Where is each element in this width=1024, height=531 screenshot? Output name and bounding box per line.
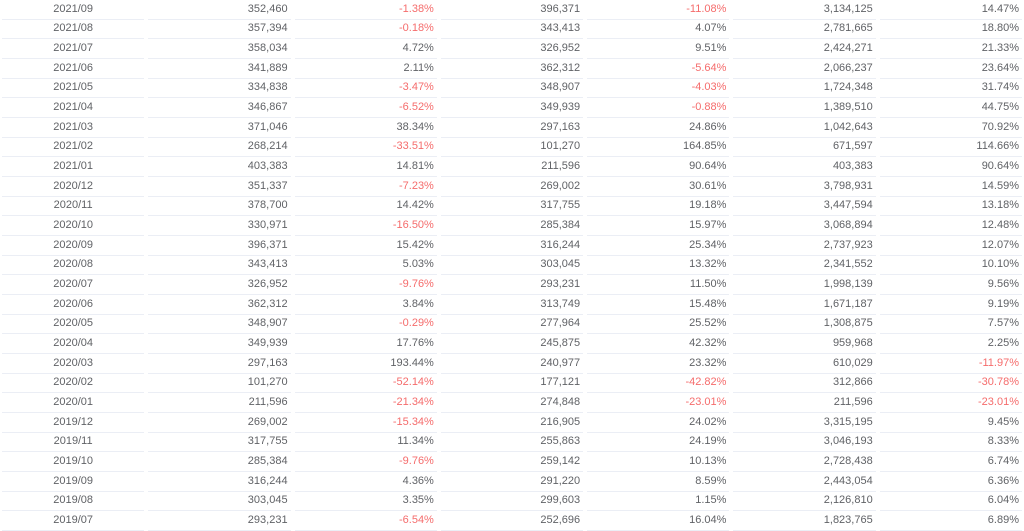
table-row [0,157,1024,177]
percent-cell: -5.64% [587,59,729,79]
percent-cell: 4.07% [587,20,729,40]
table-row [0,393,1024,413]
table-row [0,275,1024,295]
value-cell: 2,737,923 [733,236,875,256]
table-row [0,216,1024,236]
value-cell: 334,838 [148,79,290,99]
date-cell: 2021/04 [2,98,144,118]
value-cell: 343,413 [148,256,290,276]
percent-cell: 23.64% [880,59,1022,79]
percent-cell: 3.84% [295,295,437,315]
percent-cell: -7.23% [295,177,437,197]
value-cell: 3,068,894 [733,216,875,236]
table-row [0,492,1024,512]
percent-cell: 10.10% [880,256,1022,276]
value-cell: 3,046,193 [733,433,875,453]
date-cell: 2019/12 [2,413,144,433]
percent-cell: -9.76% [295,452,437,472]
value-cell: 2,066,237 [733,59,875,79]
percent-cell: 13.18% [880,197,1022,217]
value-cell: 1,998,139 [733,275,875,295]
percent-cell: -1.38% [295,0,437,20]
table-row [0,256,1024,276]
percent-cell: 15.48% [587,295,729,315]
value-cell: 297,163 [441,118,583,138]
value-cell: 216,905 [441,413,583,433]
percent-cell: 6.36% [880,472,1022,492]
percent-cell: -30.78% [880,374,1022,394]
table-row [0,315,1024,335]
date-cell: 2020/12 [2,177,144,197]
table-row [0,0,1024,20]
value-cell: 351,337 [148,177,290,197]
value-cell: 316,244 [148,472,290,492]
table-row [0,374,1024,394]
percent-cell: -21.34% [295,393,437,413]
value-cell: 291,220 [441,472,583,492]
value-cell: 277,964 [441,315,583,335]
table-row [0,118,1024,138]
value-cell: 403,383 [733,157,875,177]
value-cell: 2,728,438 [733,452,875,472]
date-cell: 2020/10 [2,216,144,236]
date-cell: 2020/07 [2,275,144,295]
date-cell: 2020/06 [2,295,144,315]
percent-cell: 8.33% [880,433,1022,453]
percent-cell: -11.97% [880,354,1022,374]
percent-cell: 1.15% [587,492,729,512]
value-cell: 211,596 [441,157,583,177]
value-cell: 2,424,271 [733,39,875,59]
value-cell: 245,875 [441,334,583,354]
value-cell: 1,389,510 [733,98,875,118]
date-cell: 2020/01 [2,393,144,413]
table-row [0,433,1024,453]
percent-cell: 14.47% [880,0,1022,20]
table-row [0,472,1024,492]
percent-cell: -16.50% [295,216,437,236]
value-cell: 362,312 [441,59,583,79]
date-cell: 2019/09 [2,472,144,492]
table-row [0,79,1024,99]
date-cell: 2020/05 [2,315,144,335]
percent-cell: -33.51% [295,138,437,158]
value-cell: 1,724,348 [733,79,875,99]
percent-cell: -9.76% [295,275,437,295]
value-cell: 3,315,195 [733,413,875,433]
value-cell: 671,597 [733,138,875,158]
percent-cell: 90.64% [587,157,729,177]
value-cell: 610,029 [733,354,875,374]
percent-cell: 38.34% [295,118,437,138]
value-cell: 293,231 [441,275,583,295]
table-row [0,98,1024,118]
table-row [0,59,1024,79]
percent-cell: 15.42% [295,236,437,256]
percent-cell: 4.72% [295,39,437,59]
date-cell: 2020/02 [2,374,144,394]
value-cell: 299,603 [441,492,583,512]
percent-cell: -0.88% [587,98,729,118]
date-cell: 2021/02 [2,138,144,158]
percent-cell: 9.56% [880,275,1022,295]
date-cell: 2020/09 [2,236,144,256]
value-cell: 269,002 [148,413,290,433]
value-cell: 358,034 [148,39,290,59]
percent-cell: 24.19% [587,433,729,453]
date-cell: 2019/10 [2,452,144,472]
value-cell: 285,384 [148,452,290,472]
percent-cell: 12.48% [880,216,1022,236]
percent-cell: 21.33% [880,39,1022,59]
percent-cell: 31.74% [880,79,1022,99]
table-row [0,236,1024,256]
percent-cell: 14.59% [880,177,1022,197]
percent-cell: 14.42% [295,197,437,217]
table-row [0,354,1024,374]
percent-cell: -11.08% [587,0,729,20]
percent-cell: 9.45% [880,413,1022,433]
value-cell: 285,384 [441,216,583,236]
value-cell: 303,045 [148,492,290,512]
date-cell: 2021/05 [2,79,144,99]
percent-cell: 8.59% [587,472,729,492]
percent-cell: -6.54% [295,511,437,531]
percent-cell: -6.52% [295,98,437,118]
value-cell: 1,308,875 [733,315,875,335]
date-cell: 2020/03 [2,354,144,374]
value-cell: 352,460 [148,0,290,20]
table-row [0,20,1024,40]
value-cell: 303,045 [441,256,583,276]
percent-cell: 18.80% [880,20,1022,40]
value-cell: 362,312 [148,295,290,315]
table-row [0,177,1024,197]
table-row [0,295,1024,315]
date-cell: 2019/08 [2,492,144,512]
value-cell: 316,244 [441,236,583,256]
table-row [0,452,1024,472]
percent-cell: 25.52% [587,315,729,335]
value-cell: 959,968 [733,334,875,354]
percent-cell: -23.01% [880,393,1022,413]
value-cell: 211,596 [148,393,290,413]
value-cell: 348,907 [441,79,583,99]
date-cell: 2021/03 [2,118,144,138]
value-cell: 101,270 [148,374,290,394]
value-cell: 348,907 [148,315,290,335]
value-cell: 317,755 [441,197,583,217]
percent-cell: 5.03% [295,256,437,276]
value-cell: 1,823,765 [733,511,875,531]
percent-cell: 4.36% [295,472,437,492]
percent-cell: 17.76% [295,334,437,354]
percent-cell: 7.57% [880,315,1022,335]
value-cell: 252,696 [441,511,583,531]
percent-cell: 70.92% [880,118,1022,138]
percent-cell: 164.85% [587,138,729,158]
value-cell: 346,867 [148,98,290,118]
percent-cell: 90.64% [880,157,1022,177]
table-row [0,138,1024,158]
value-cell: 2,126,810 [733,492,875,512]
date-cell: 2021/01 [2,157,144,177]
percent-cell: -42.82% [587,374,729,394]
percent-cell: 14.81% [295,157,437,177]
date-cell: 2020/04 [2,334,144,354]
value-cell: 1,042,643 [733,118,875,138]
value-cell: 378,700 [148,197,290,217]
percent-cell: -52.14% [295,374,437,394]
percent-cell: 193.44% [295,354,437,374]
percent-cell: 6.74% [880,452,1022,472]
value-cell: 396,371 [148,236,290,256]
value-cell: 3,447,594 [733,197,875,217]
percent-cell: -3.47% [295,79,437,99]
value-cell: 371,046 [148,118,290,138]
value-cell: 396,371 [441,0,583,20]
percent-cell: 13.32% [587,256,729,276]
value-cell: 269,002 [441,177,583,197]
percent-cell: 23.32% [587,354,729,374]
value-cell: 312,866 [733,374,875,394]
value-cell: 177,121 [441,374,583,394]
date-cell: 2019/11 [2,433,144,453]
date-cell: 2021/08 [2,20,144,40]
value-cell: 274,848 [441,393,583,413]
date-cell: 2021/06 [2,59,144,79]
percent-cell: 114.66% [880,138,1022,158]
table-row [0,39,1024,59]
date-cell: 2020/11 [2,197,144,217]
percent-cell: 12.07% [880,236,1022,256]
table-row [0,197,1024,217]
date-cell: 2021/09 [2,0,144,20]
table-row [0,511,1024,531]
value-cell: 1,671,187 [733,295,875,315]
percent-cell: 11.50% [587,275,729,295]
date-cell: 2019/07 [2,511,144,531]
value-cell: 317,755 [148,433,290,453]
value-cell: 268,214 [148,138,290,158]
value-cell: 403,383 [148,157,290,177]
percent-cell: 9.19% [880,295,1022,315]
value-cell: 240,977 [441,354,583,374]
value-cell: 349,939 [441,98,583,118]
percent-cell: 2.25% [880,334,1022,354]
value-cell: 313,749 [441,295,583,315]
value-cell: 293,231 [148,511,290,531]
date-cell: 2020/08 [2,256,144,276]
value-cell: 297,163 [148,354,290,374]
value-cell: 343,413 [441,20,583,40]
percent-cell: 10.13% [587,452,729,472]
value-cell: 330,971 [148,216,290,236]
percent-cell: 2.11% [295,59,437,79]
value-cell: 349,939 [148,334,290,354]
percent-cell: 6.04% [880,492,1022,512]
percent-cell: 19.18% [587,197,729,217]
value-cell: 3,798,931 [733,177,875,197]
percent-cell: 24.86% [587,118,729,138]
percent-cell: -23.01% [587,393,729,413]
value-cell: 357,394 [148,20,290,40]
value-cell: 326,952 [148,275,290,295]
table-row [0,413,1024,433]
percent-cell: 25.34% [587,236,729,256]
percent-cell: 11.34% [295,433,437,453]
value-cell: 211,596 [733,393,875,413]
value-cell: 2,443,054 [733,472,875,492]
percent-cell: 30.61% [587,177,729,197]
value-cell: 2,341,552 [733,256,875,276]
value-cell: 101,270 [441,138,583,158]
value-cell: 255,863 [441,433,583,453]
percent-cell: 42.32% [587,334,729,354]
percent-cell: -0.29% [295,315,437,335]
percent-cell: 3.35% [295,492,437,512]
value-cell: 2,781,665 [733,20,875,40]
date-cell: 2021/07 [2,39,144,59]
value-cell: 326,952 [441,39,583,59]
percent-cell: -15.34% [295,413,437,433]
percent-cell: -4.03% [587,79,729,99]
table-row [0,334,1024,354]
percent-cell: 15.97% [587,216,729,236]
percent-cell: 6.89% [880,511,1022,531]
value-cell: 341,889 [148,59,290,79]
percent-cell: 24.02% [587,413,729,433]
percent-cell: 44.75% [880,98,1022,118]
percent-cell: -0.18% [295,20,437,40]
percent-cell: 16.04% [587,511,729,531]
percent-cell: 9.51% [587,39,729,59]
value-cell: 3,134,125 [733,0,875,20]
value-cell: 259,142 [441,452,583,472]
